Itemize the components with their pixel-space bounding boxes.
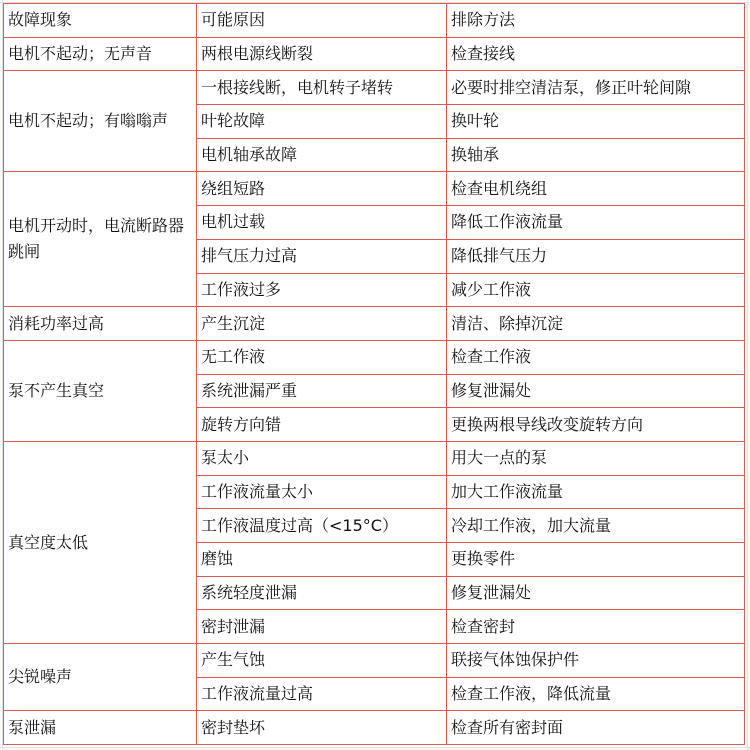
cause-cell[interactable]: 工作液温度过高（<15°C） xyxy=(197,509,447,543)
cause-cell[interactable]: 磨蚀 xyxy=(197,543,447,577)
cause-cell[interactable]: 电机过载 xyxy=(197,206,447,240)
fix-cell[interactable]: 检查工作液，降低流量 xyxy=(447,677,745,711)
table-row xyxy=(4,307,745,341)
cause-cell[interactable]: 系统泄漏严重 xyxy=(197,374,447,408)
table-body xyxy=(4,37,745,744)
cause-cell[interactable]: 两根电源线断裂 xyxy=(197,37,447,71)
header-row xyxy=(4,4,745,38)
table-row xyxy=(4,340,745,374)
cause-cell[interactable]: 工作液流量过高 xyxy=(197,677,447,711)
fix-cell[interactable]: 更换两根导线改变旋转方向 xyxy=(447,408,745,442)
fix-cell[interactable]: 换轴承 xyxy=(447,138,745,172)
fix-cell[interactable]: 换叶轮 xyxy=(447,105,745,139)
fix-cell[interactable]: 检查电机绕组 xyxy=(447,172,745,206)
symptom-cell[interactable]: 真空度太低 xyxy=(4,441,197,643)
symptom-cell[interactable]: 泵泄漏 xyxy=(4,711,197,745)
fix-cell[interactable]: 联接气体蚀保护件 xyxy=(447,644,745,678)
fix-cell[interactable]: 检查所有密封面 xyxy=(447,711,745,745)
cause-cell[interactable]: 工作液过多 xyxy=(197,273,447,307)
cause-cell[interactable]: 密封泄漏 xyxy=(197,610,447,644)
cause-cell[interactable]: 绕组短路 xyxy=(197,172,447,206)
cause-cell[interactable]: 电机轴承故障 xyxy=(197,138,447,172)
cause-cell[interactable]: 产生气蚀 xyxy=(197,644,447,678)
header-symptom[interactable]: 故障现象 xyxy=(4,4,197,38)
symptom-cell[interactable]: 电机开动时，电流断路器跳闸 xyxy=(4,172,197,307)
fix-cell[interactable]: 用大一点的泵 xyxy=(447,441,745,475)
cause-cell[interactable]: 泵太小 xyxy=(197,441,447,475)
fix-cell[interactable]: 检查密封 xyxy=(447,610,745,644)
symptom-cell[interactable]: 尖锐噪声 xyxy=(4,644,197,711)
cause-cell[interactable]: 无工作液 xyxy=(197,340,447,374)
header-cause[interactable]: 可能原因 xyxy=(197,4,447,38)
fix-cell[interactable]: 冷却工作液，加大流量 xyxy=(447,509,745,543)
fix-cell[interactable]: 更换零件 xyxy=(447,543,745,577)
table-row xyxy=(4,71,745,105)
table-row xyxy=(4,711,745,745)
table-row xyxy=(4,441,745,475)
cause-cell[interactable]: 旋转方向错 xyxy=(197,408,447,442)
cause-cell[interactable]: 一根接线断，电机转子堵转 xyxy=(197,71,447,105)
fault-troubleshooting-table xyxy=(3,3,745,745)
fix-cell[interactable]: 降低排气压力 xyxy=(447,239,745,273)
symptom-cell[interactable]: 电机不起动；有嗡嗡声 xyxy=(4,71,197,172)
cause-cell[interactable]: 密封垫坏 xyxy=(197,711,447,745)
fix-cell[interactable]: 修复泄漏处 xyxy=(447,576,745,610)
fix-cell[interactable]: 减少工作液 xyxy=(447,273,745,307)
table-row xyxy=(4,172,745,206)
symptom-cell[interactable]: 消耗功率过高 xyxy=(4,307,197,341)
cause-cell[interactable]: 叶轮故障 xyxy=(197,105,447,139)
fix-cell[interactable]: 检查工作液 xyxy=(447,340,745,374)
gridline xyxy=(0,747,750,748)
cause-cell[interactable]: 排气压力过高 xyxy=(197,239,447,273)
fix-cell[interactable]: 检查接线 xyxy=(447,37,745,71)
cause-cell[interactable]: 系统轻度泄漏 xyxy=(197,576,447,610)
fix-cell[interactable]: 清洁、除掉沉淀 xyxy=(447,307,745,341)
fix-cell[interactable]: 加大工作液流量 xyxy=(447,475,745,509)
fix-cell[interactable]: 降低工作液流量 xyxy=(447,206,745,240)
gridline xyxy=(747,0,748,750)
table-row xyxy=(4,644,745,678)
header-fix[interactable]: 排除方法 xyxy=(447,4,745,38)
table-row xyxy=(4,37,745,71)
fix-cell[interactable]: 必要时排空清洁泵，修正叶轮间隙 xyxy=(447,71,745,105)
fix-cell[interactable]: 修复泄漏处 xyxy=(447,374,745,408)
cause-cell[interactable]: 产生沉淀 xyxy=(197,307,447,341)
cause-cell[interactable]: 工作液流量太小 xyxy=(197,475,447,509)
symptom-cell[interactable]: 泵不产生真空 xyxy=(4,340,197,441)
symptom-cell[interactable]: 电机不起动；无声音 xyxy=(4,37,197,71)
